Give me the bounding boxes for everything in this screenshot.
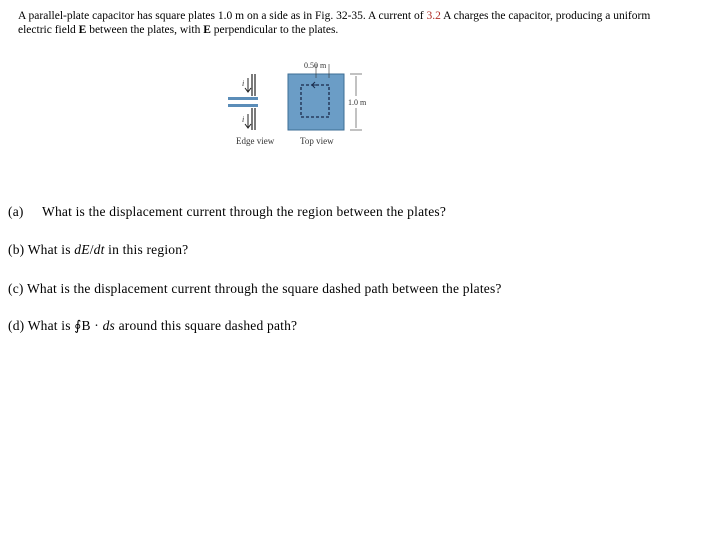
capacitor-figure xyxy=(222,56,382,152)
question-d-post: around this square dashed path? xyxy=(115,318,298,333)
integral-symbol: ∮ xyxy=(74,318,82,333)
question-c-text: What is the displacement current through the square dashed path between the plates? xyxy=(26,281,502,296)
question-b-var: dE xyxy=(74,242,90,257)
question-a-text: What is the displacement current through the region between the plates? xyxy=(42,204,447,219)
question-b-dt: dt xyxy=(93,242,105,257)
capacitor-diagram xyxy=(222,56,382,136)
height-dimension-label: 1.0 m xyxy=(348,98,367,107)
question-d-ds: ds xyxy=(102,318,115,333)
edge-view-label: Edge view xyxy=(236,136,275,146)
question-b-slash: / xyxy=(89,242,94,257)
field-symbol-2: E xyxy=(203,24,211,36)
question-c xyxy=(8,281,502,297)
edge-plate-bottom xyxy=(228,104,258,107)
intro-text-5: perpendicular to the plates. xyxy=(210,24,339,36)
top-view-diagram xyxy=(288,64,362,130)
current-arrow-top-icon xyxy=(245,78,251,92)
current-value: 3.2 xyxy=(426,10,441,22)
width-dimension-label: 0.50 m xyxy=(304,61,327,70)
top-plate xyxy=(288,74,344,130)
question-b xyxy=(8,242,188,258)
intro-text-4: between the plates, with xyxy=(86,24,204,36)
top-view-label: Top view xyxy=(300,136,334,146)
field-symbol-1: E xyxy=(78,24,87,36)
question-d xyxy=(8,318,297,334)
question-a-tag: (a) xyxy=(8,204,24,219)
problem-statement xyxy=(18,9,708,37)
question-d-pre: What is xyxy=(27,318,75,333)
question-b-post: in this region? xyxy=(104,242,189,257)
question-a xyxy=(8,204,446,220)
intro-text-3: electric field xyxy=(18,24,79,36)
question-b-pre: What is xyxy=(27,242,75,257)
edge-plate-top xyxy=(228,97,258,100)
current-label-bottom: i xyxy=(242,115,245,124)
current-label-top: i xyxy=(242,79,245,88)
question-d-b: B xyxy=(81,318,91,333)
current-arrow-bottom-icon xyxy=(245,114,251,128)
edge-view-diagram xyxy=(228,74,258,130)
question-d-dot: · xyxy=(90,318,103,333)
intro-text-1: A parallel-plate capacitor has square plates 1.0 m on a side as in Fig. 32-35. A current of xyxy=(18,10,427,22)
question-d-tag: (d) xyxy=(8,318,25,333)
intro-text-2: A charges the capacitor, producing a uniform xyxy=(440,10,651,22)
question-c-tag: (c) xyxy=(8,281,24,296)
question-b-tag: (b) xyxy=(8,242,25,257)
